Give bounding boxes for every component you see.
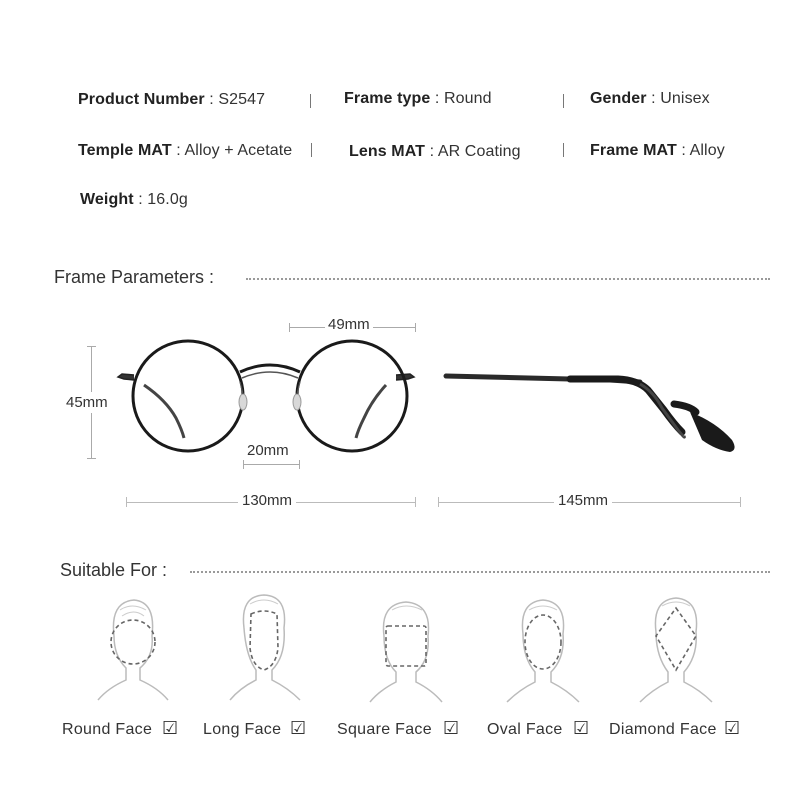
bridge-width-guide — [243, 464, 299, 465]
spec-separator: : — [681, 142, 686, 159]
guide-tick — [126, 497, 127, 507]
spec-value: Round — [444, 90, 492, 107]
checkmark-icon: ☑ — [162, 718, 179, 738]
spec-divider — [311, 143, 312, 157]
guide-tick — [740, 497, 741, 507]
spec-label: Gender — [590, 90, 647, 107]
spec-lens-mat — [349, 143, 521, 161]
spec-product-number — [78, 91, 265, 109]
checkmark-icon: ☑ — [443, 718, 460, 738]
diamond-face-icon — [636, 594, 716, 706]
guide-tick — [87, 346, 96, 347]
lens-width-label: 49mm — [325, 316, 373, 333]
spec-separator: : — [434, 90, 440, 107]
spec-value: Alloy — [689, 142, 725, 159]
spec-divider — [563, 94, 564, 108]
spec-gender — [590, 90, 710, 108]
spec-frame-type — [344, 90, 492, 108]
spec-value: Unisex — [660, 90, 710, 107]
lens-height-label: 45mm — [66, 394, 108, 411]
guide-tick — [289, 323, 290, 332]
spec-divider — [563, 143, 564, 157]
temple-length-label: 145mm — [554, 492, 612, 509]
spec-label: Frame MAT — [590, 142, 677, 159]
glasses-side-view — [440, 360, 750, 460]
spec-value: AR Coating — [437, 143, 521, 160]
spec-separator: : — [138, 191, 143, 208]
section-divider — [246, 278, 770, 280]
spec-separator: : — [209, 91, 214, 108]
spec-label: Temple MAT — [78, 142, 172, 159]
face-label-square: Square Face — [337, 721, 432, 738]
bridge-width-label: 20mm — [247, 442, 289, 459]
face-label-long: Long Face — [203, 721, 282, 738]
spec-label: Frame type — [344, 90, 431, 107]
spec-label: Lens MAT — [349, 143, 426, 160]
spec-separator: : — [429, 143, 435, 160]
long-face-icon — [224, 592, 304, 704]
round-face-icon — [92, 596, 172, 706]
checkmark-icon: ☑ — [573, 718, 590, 738]
frame-parameters-title: Frame Parameters : — [54, 267, 215, 287]
spec-label: Weight — [80, 191, 134, 208]
face-label-oval: Oval Face — [487, 721, 563, 738]
guide-tick — [415, 323, 416, 332]
checkmark-icon: ☑ — [724, 718, 741, 738]
spec-label: Product Number — [78, 91, 205, 108]
guide-tick — [87, 458, 96, 459]
spec-separator: : — [176, 142, 181, 159]
face-label-round: Round Face — [62, 721, 153, 738]
suitable-for-title: Suitable For : — [60, 560, 168, 580]
guide-tick — [299, 460, 300, 469]
spec-value: 16.0g — [147, 191, 188, 208]
spec-temple-mat — [78, 142, 292, 160]
spec-value: S2547 — [218, 91, 266, 108]
oval-face-icon — [503, 596, 583, 706]
square-face-icon — [366, 598, 446, 706]
spec-divider — [310, 94, 311, 108]
checkmark-icon: ☑ — [290, 718, 307, 738]
spec-value: Alloy + Acetate — [184, 142, 293, 159]
guide-tick — [243, 460, 244, 469]
spec-separator: : — [651, 90, 656, 107]
spec-frame-mat — [590, 142, 725, 160]
section-divider — [190, 571, 770, 573]
spec-weight — [80, 191, 188, 209]
face-label-diamond: Diamond Face — [609, 721, 717, 738]
frame-width-label: 130mm — [238, 492, 296, 509]
guide-tick — [415, 497, 416, 507]
guide-tick — [438, 497, 439, 507]
